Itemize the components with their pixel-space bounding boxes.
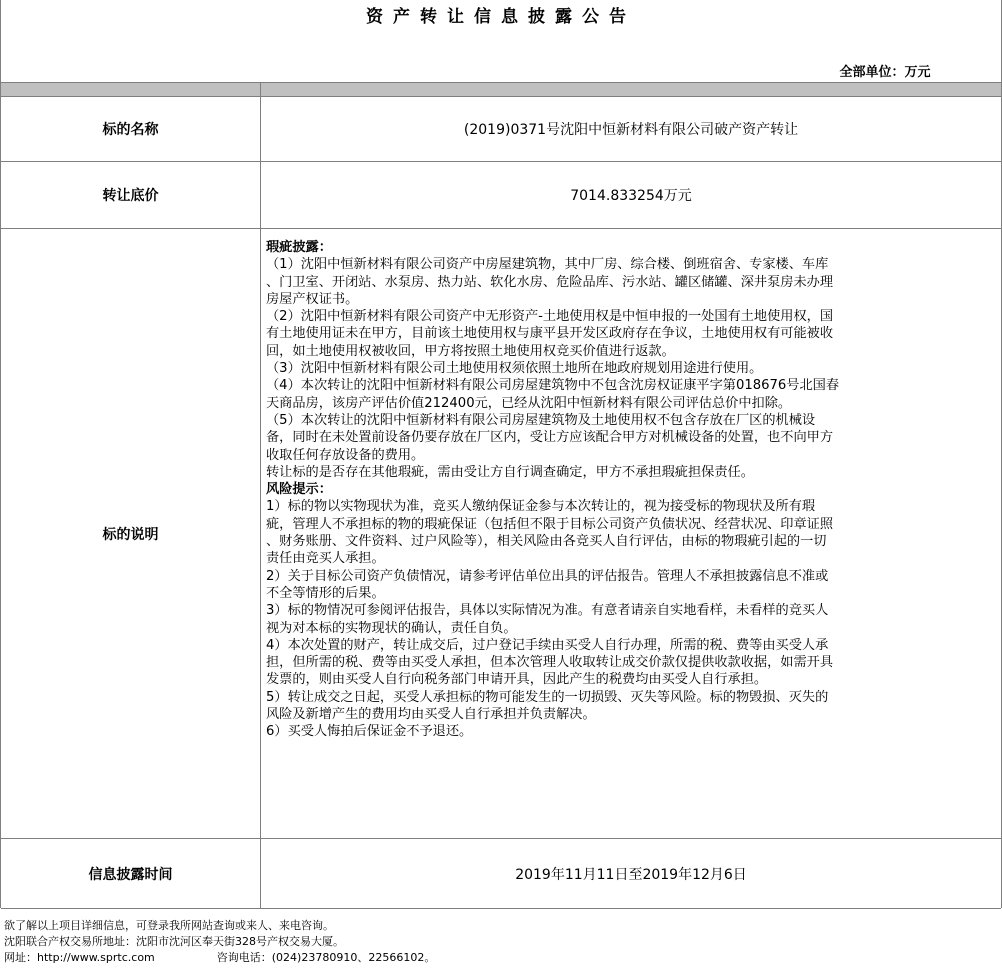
description-line: （2）沈阳中恒新材料有限公司资产中无形资产-土地使用权是中恒申报的一处国有土地使用权，国 <box>266 309 834 325</box>
description-line: 转让标的是否存在其他瑕疵，需由受让方自行调查确定，甲方不承担瑕疵担保责任。 <box>266 464 754 480</box>
description-line: 天商品房，该房产评估价值212400元，已经从沈阳中恒新材料有限公司评估总价中扣除。 <box>266 395 792 411</box>
footer-address: 沈阳联合产权交易所地址：沈阳市沈河区奉天街328号产权交易大厦。 <box>4 935 344 948</box>
table-row <box>1 229 1001 839</box>
description-line: 备，同时在未处置前设备仍要存放在厂区内，受让方应该配合甲方对机械设备的处置，也不向甲方 <box>266 430 834 446</box>
description-line: （4）本次转让的沈阳中恒新材料有限公司房屋建筑物中不包含沈房权证康平字第018676号北国春 <box>266 378 840 394</box>
description-line: 发票的，则由买受人自行向税务部门申请开具，因此产生的税费均由买受人自行承担。 <box>266 672 768 688</box>
table-row <box>1 839 1001 909</box>
footer-contact <box>4 950 1002 966</box>
description-line: 风险及新增产生的费用均由买受人自行承担并负责解决。 <box>266 707 596 723</box>
table-header-strip <box>1 83 1001 97</box>
description-line: 、门卫室、开闭站、水泵房、热力站、软化水房、危险品库、污水站、罐区储罐、深井泵房未办理 <box>266 274 834 290</box>
description-text <box>261 229 1001 838</box>
row-label-reserve-price: 转让底价 <box>1 162 261 228</box>
description-line: 5）转让成交之日起，买受人承担标的物可能发生的一切损毁、灭失等风险。标的物毁损、灭失的 <box>266 689 829 705</box>
description-heading: 风险提示： <box>266 482 332 498</box>
table-row <box>1 162 1001 229</box>
footer-info <box>0 908 1002 976</box>
description-line: 1）标的物以实物现状为准，竞买人缴纳保证金参与本次转让的，视为接受标的物现状及所有瑕 <box>266 499 816 515</box>
header-strip-left <box>1 83 261 96</box>
description-line: 视为对本标的实物现状的确认，责任自负。 <box>266 620 517 636</box>
description-line: 疵，管理人不承担标的物的瑕疵保证（包括但不限于目标公司资产负债状况、经营状况、印章证照 <box>266 516 834 532</box>
reserve-price-value: 7014.833254万元 <box>570 188 692 204</box>
description-line: 、财务账册、文件资料、过户风险等），相关风险由各竞买人自行评估，由标的物瑕疵引起的一切 <box>266 534 827 550</box>
disclosure-period-value: 2019年11月11日至2019年12月6日 <box>515 866 747 883</box>
description-line: （3）沈阳中恒新材料有限公司土地使用权须依照土地所在地政府规划用途进行使用。 <box>266 361 763 377</box>
header-strip-right <box>261 83 1001 96</box>
unit-label: 全部单位：万元 <box>839 65 931 80</box>
table-row <box>1 97 1001 162</box>
description-line: （1）沈阳中恒新材料有限公司资产中房屋建筑物，其中厂房、综合楼、倒班宿舍、专家楼、车库 <box>266 257 829 273</box>
description-line: 回，如土地使用权被收回，甲方将按照土地使用权竞买价值进行返款。 <box>266 343 675 359</box>
description-line: 担，但所需的税、费等由买受人承担，但本次管理人收取转让成交价款仅提供收款收据，如需开具 <box>266 655 834 671</box>
description-line: 房屋产权证书。 <box>266 291 359 307</box>
description-line: 有土地使用证未在甲方，目前该土地使用权与康平县开发区政府存在争议，土地使用权有可能被收 <box>266 326 834 342</box>
description-line: 3）标的物情况可参阅评估报告，具体以实际情况为准。有意者请亲自实地看样，未看样的竞买人 <box>266 603 829 619</box>
footer-website[interactable]: 网址：http://www.sprtc.com <box>4 951 155 964</box>
description-line: 6）买受人悔拍后保证金不予退还。 <box>266 724 473 740</box>
footer-phone: 咨询电话：(024)23780910、22566102。 <box>216 951 436 964</box>
description-line: （5）本次转让的沈阳中恒新材料有限公司房屋建筑物及土地使用权不包含存放在厂区的机械设 <box>266 412 816 428</box>
row-label-disclosure-period: 信息披露时间 <box>1 839 261 908</box>
footer-inquiry-note: 欲了解以上项目详细信息，可登录我所网站查询或来人、来电咨询。 <box>4 919 334 932</box>
description-line: 责任由竞买人承担。 <box>266 551 385 567</box>
row-label-description: 标的说明 <box>1 229 261 838</box>
page-title: 资产转让信息披露公告 <box>366 7 636 27</box>
description-line: 2）关于目标公司资产负债情况，请参考评估单位出具的评估报告。管理人不承担披露信息不准或 <box>266 568 829 584</box>
description-line: 收取任何存放设备的费用。 <box>266 447 425 463</box>
subject-name-value: (2019)0371号沈阳中恒新材料有限公司破产资产转让 <box>463 122 799 138</box>
description-heading: 瑕疵披露： <box>266 240 332 255</box>
info-table <box>0 82 1002 908</box>
row-label-subject-name: 标的名称 <box>1 97 261 161</box>
description-line: 不全等情形的后果。 <box>266 585 385 601</box>
description-line: 4）本次处置的财产，转让成交后，过户登记手续由买受人自行办理，所需的税、费等由买受人承 <box>266 637 829 653</box>
